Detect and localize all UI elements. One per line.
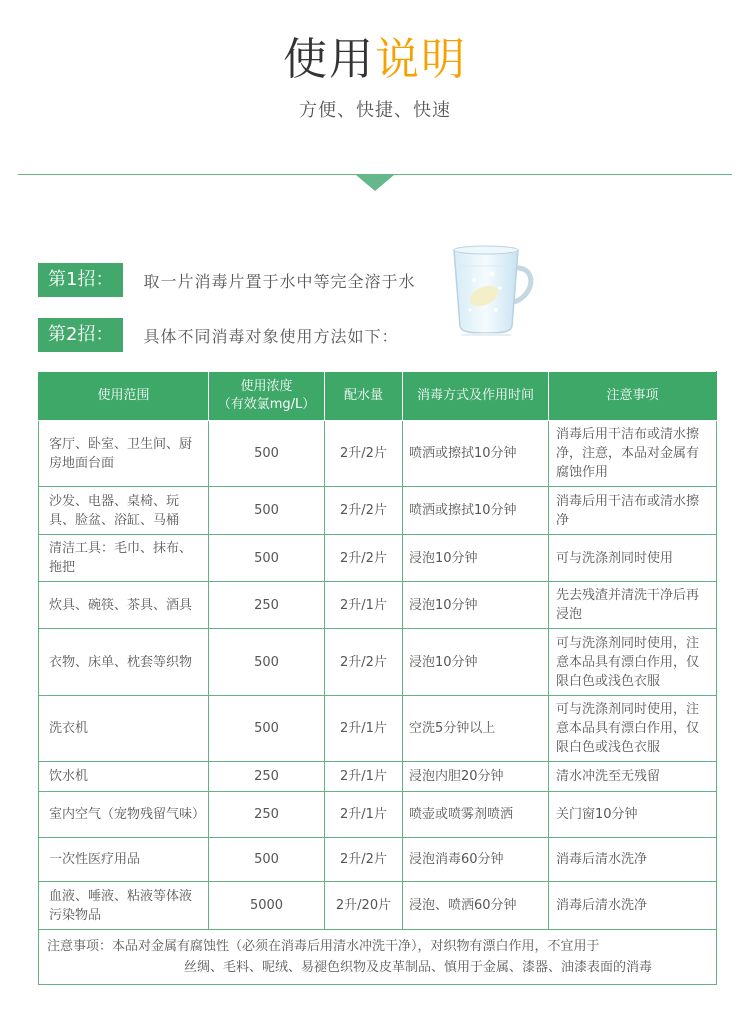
step-2 bbox=[38, 318, 398, 352]
cell-concentration: 500 bbox=[209, 421, 325, 487]
page-subtitle: 方便、快捷、快速 bbox=[299, 100, 451, 121]
cell-water: 2升/1片 bbox=[325, 792, 403, 838]
step-1-badge: 第1招： bbox=[38, 263, 123, 297]
cell-concentration: 500 bbox=[209, 487, 325, 535]
cell-concentration: 500 bbox=[209, 838, 325, 882]
table-row bbox=[39, 629, 717, 696]
cell-scope: 血液、唾液、粘液等体液污染物品 bbox=[39, 882, 209, 930]
cell-method: 浸泡消毒60分钟 bbox=[403, 838, 549, 882]
cell-water: 2升/2片 bbox=[325, 421, 403, 487]
cell-scope: 客厅、卧室、卫生间、厨房地面台面 bbox=[39, 421, 209, 487]
cell-scope: 洗衣机 bbox=[39, 696, 209, 762]
cell-concentration: 500 bbox=[209, 696, 325, 762]
cell-scope: 饮水机 bbox=[39, 762, 209, 792]
table-row bbox=[39, 535, 717, 582]
cell-method: 浸泡10分钟 bbox=[403, 629, 549, 696]
cell-note: 可与洗涤剂同时使用，注意本品具有漂白作用，仅限白色或浅色衣服 bbox=[549, 629, 717, 696]
table-row bbox=[39, 696, 717, 762]
cell-water: 2升/2片 bbox=[325, 487, 403, 535]
cell-water: 2升/2片 bbox=[325, 535, 403, 582]
cell-scope: 沙发、电器、桌椅、玩具、脸盆、浴缸、马桶 bbox=[39, 487, 209, 535]
cell-method: 浸泡10分钟 bbox=[403, 535, 549, 582]
table-row bbox=[39, 421, 717, 487]
cell-method: 空洗5分钟以上 bbox=[403, 696, 549, 762]
usage-table bbox=[38, 371, 717, 985]
cell-note: 消毒后用干洁布或清水擦净 bbox=[549, 487, 717, 535]
title-part2: 说明 bbox=[375, 34, 467, 85]
table-row bbox=[39, 487, 717, 535]
cell-method: 喷洒或擦拭10分钟 bbox=[403, 421, 549, 487]
title-part1: 使用 bbox=[283, 34, 375, 85]
cell-method: 浸泡、喷洒60分钟 bbox=[403, 882, 549, 930]
cell-concentration: 250 bbox=[209, 582, 325, 629]
footnote-row bbox=[39, 930, 717, 985]
footnote-line1: 注意事项：本品对金属有腐蚀性（必须在消毒后用清水冲洗干净），对织物有漂白作用，不宜用于 bbox=[47, 939, 600, 954]
step-2-text: 具体不同消毒对象使用方法如下： bbox=[143, 326, 399, 346]
header-scope: 使用范围 bbox=[39, 372, 209, 421]
header-method: 消毒方式及作用时间 bbox=[403, 372, 549, 421]
cell-method: 浸泡内胆20分钟 bbox=[403, 762, 549, 792]
header-water: 配水量 bbox=[325, 372, 403, 421]
cell-scope: 室内空气（宠物残留气味） bbox=[39, 792, 209, 838]
cell-note: 消毒后清水洗净 bbox=[549, 882, 717, 930]
table-row bbox=[39, 838, 717, 882]
cell-water: 2升/1片 bbox=[325, 762, 403, 792]
table-header-row bbox=[39, 372, 717, 421]
cell-note: 可与洗涤剂同时使用 bbox=[549, 535, 717, 582]
cell-note: 消毒后清水洗净 bbox=[549, 838, 717, 882]
cell-scope: 清洁工具：毛巾、抹布、拖把 bbox=[39, 535, 209, 582]
table-row bbox=[39, 792, 717, 838]
cell-scope: 一次性医疗用品 bbox=[39, 838, 209, 882]
cell-method: 浸泡10分钟 bbox=[403, 582, 549, 629]
cell-water: 2升/1片 bbox=[325, 696, 403, 762]
step-1-text: 取一片消毒片置于水中等完全溶于水 bbox=[143, 271, 416, 291]
cell-note: 消毒后用干洁布或清水擦净，注意，本品对金属有腐蚀作用 bbox=[549, 421, 717, 487]
cell-concentration: 250 bbox=[209, 762, 325, 792]
footnote bbox=[39, 930, 717, 985]
cell-concentration: 500 bbox=[209, 629, 325, 696]
cell-water: 2升/2片 bbox=[325, 838, 403, 882]
table-row bbox=[39, 582, 717, 629]
table-row bbox=[39, 882, 717, 930]
footnote-line2: 丝绸、毛料、呢绒、易褪色织物及皮革制品、慎用于金属、漆器、油漆表面的消毒 bbox=[184, 960, 653, 975]
cell-concentration: 5000 bbox=[209, 882, 325, 930]
divider-arrow-icon bbox=[356, 175, 394, 191]
glass-of-water-with-tablet-icon bbox=[444, 244, 540, 336]
header-concentration-line2: （有效氯mg/L） bbox=[217, 397, 316, 412]
cell-note: 先去残渣并清洗干净后再浸泡 bbox=[549, 582, 717, 629]
step-2-badge: 第2招： bbox=[38, 318, 123, 352]
page-title bbox=[0, 34, 750, 86]
header-concentration bbox=[209, 372, 325, 421]
cell-note: 关门窗10分钟 bbox=[549, 792, 717, 838]
cell-concentration: 250 bbox=[209, 792, 325, 838]
cell-water: 2升/2片 bbox=[325, 629, 403, 696]
cell-water: 2升/20片 bbox=[325, 882, 403, 930]
cell-note: 清水冲洗至无残留 bbox=[549, 762, 717, 792]
cell-scope: 炊具、碗筷、茶具、酒具 bbox=[39, 582, 209, 629]
cell-scope: 衣物、床单、枕套等织物 bbox=[39, 629, 209, 696]
cell-concentration: 500 bbox=[209, 535, 325, 582]
header-notes: 注意事项 bbox=[549, 372, 717, 421]
step-1 bbox=[38, 263, 415, 297]
cell-method: 喷壶或喷雾剂喷洒 bbox=[403, 792, 549, 838]
header-concentration-line1: 使用浓度 bbox=[240, 379, 293, 394]
cell-water: 2升/1片 bbox=[325, 582, 403, 629]
table-row bbox=[39, 762, 717, 792]
cell-note: 可与洗涤剂同时使用，注意本品具有漂白作用，仅限白色或浅色衣服 bbox=[549, 696, 717, 762]
cell-method: 喷洒或擦拭10分钟 bbox=[403, 487, 549, 535]
